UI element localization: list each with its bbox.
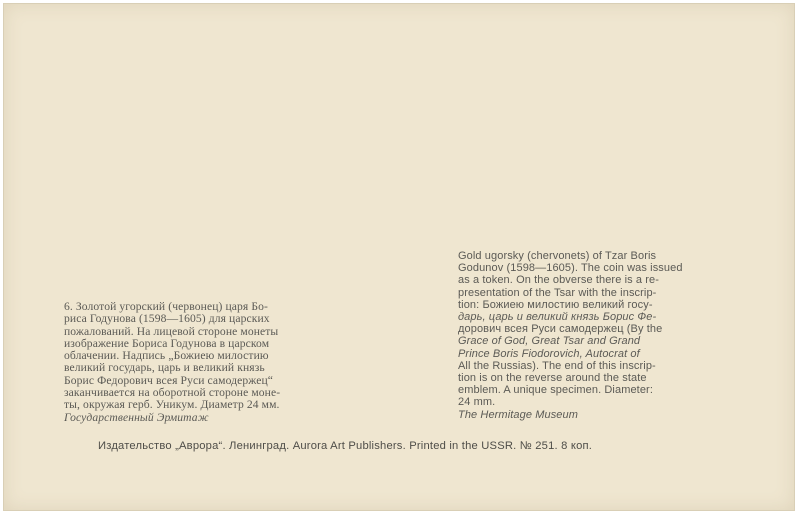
english-caption-line: presentation of the Tsar with the inscrip- — [458, 286, 657, 299]
english-caption-line: All the Russias). The end of this inscrip- — [458, 359, 656, 372]
russian-caption-line: ты, окружая герб. Уникум. Диаметр 24 мм. — [64, 398, 280, 412]
russian-caption-line: пожалований. На лицевой стороне монеты — [64, 324, 279, 338]
english-caption-line: as a token. On the obverse there is a re- — [458, 274, 659, 287]
english-museum-credit: The Hermitage Museum — [458, 408, 578, 421]
russian-caption-line: Борис Федорович всея Руси самодержец“ — [64, 373, 274, 387]
russian-caption — [64, 301, 354, 424]
english-caption-line: tion is on the reverse around the state — [458, 372, 647, 385]
english-caption-line: 24 mm. — [458, 396, 496, 409]
russian-museum-credit: Государственный Эрмитаж — [64, 410, 209, 424]
english-caption-line: tion: Божиею милостию великий госу- — [458, 298, 653, 311]
english-caption-line: Grace of God, Great Tsar and Grand — [458, 335, 641, 348]
english-caption-line: emblem. A unique specimen. Diameter: — [458, 384, 653, 397]
publisher-footer: Издательство „Аврора“. Ленинград. Aurora Art Publishers. Printed in the USSR. № 251. 8 коп. — [98, 440, 593, 452]
english-caption-line: Prince Boris Fiodorovich, Autocrat of — [458, 347, 640, 360]
english-caption-line: дорович всея Руси самодержец (By the — [458, 323, 663, 336]
russian-caption-line: изображение Бориса Годунова в царском — [64, 336, 270, 350]
english-caption-line: дарь, царь и великий князь Борис Фе- — [458, 311, 657, 324]
english-caption-line: Godunov (1598—1605). The coin was issued — [458, 262, 683, 275]
russian-caption-line: заканчивается на оборотной стороне моне- — [64, 386, 281, 400]
russian-caption-line: облачении. Надпись „Божиею милостию — [64, 349, 269, 363]
postcard-back — [3, 3, 795, 511]
english-caption-line: Gold ugorsky (chervonets) of Tzar Boris — [458, 250, 657, 262]
russian-caption-line: 6. Золотой угорский (червонец) царя Бо- — [64, 300, 268, 313]
russian-caption-line: великий государь, царь и великий князь — [64, 361, 265, 375]
english-caption — [458, 250, 748, 421]
russian-caption-line: риса Годунова (1598—1605) для царских — [64, 312, 270, 326]
